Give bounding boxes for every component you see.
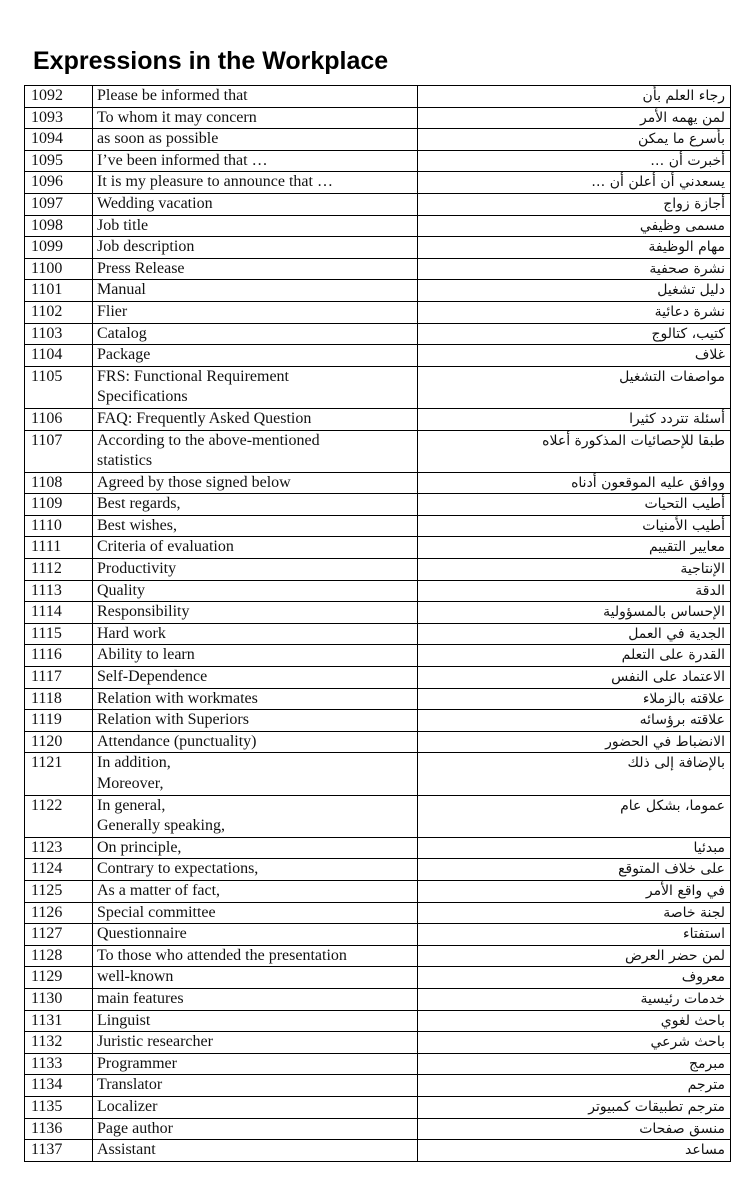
english-expression-line: well-known [97,968,174,986]
english-expression-line: According to the above-mentioned [97,431,320,449]
table-row [25,710,731,732]
entry-number: 1124 [25,859,93,881]
arabic-translation: لمن حضر العرض [418,945,731,967]
english-expression [93,345,418,367]
entry-number: 1119 [25,710,93,732]
english-expression-line: Juristic researcher [97,1033,213,1051]
english-expression-line: Linguist [97,1011,151,1029]
table-row [25,688,731,710]
table-row [25,1140,731,1162]
arabic-translation: مهام الوظيفة [418,237,731,259]
arabic-translation: الجدية في العمل [418,623,731,645]
english-expression-line: Best wishes, [97,516,177,534]
english-expression-line: Moreover, [97,775,164,792]
english-expression-line: Special committee [97,903,216,921]
arabic-translation: يسعدني أن أعلن أن … [418,172,731,194]
entry-number: 1116 [25,645,93,667]
table-row [25,667,731,689]
entry-number: 1111 [25,537,93,559]
table-row [25,345,731,367]
arabic-translation: على خلاف المتوقع [418,859,731,881]
entry-number: 1095 [25,150,93,172]
english-expression [93,753,418,795]
english-expression-line: Questionnaire [97,925,187,943]
arabic-translation: عموما، بشكل عام [418,795,731,837]
arabic-translation: كتيب، كتالوج [418,323,731,345]
entry-number: 1131 [25,1010,93,1032]
english-expression [93,902,418,924]
arabic-translation: مواصفات التشغيل [418,366,731,408]
arabic-translation: علاقته بالزملاء [418,688,731,710]
english-expression-line: Ability to learn [97,646,195,664]
table-row [25,150,731,172]
table-row [25,645,731,667]
entry-number: 1133 [25,1053,93,1075]
entry-number: 1121 [25,753,93,795]
table-row [25,172,731,194]
english-expression [93,215,418,237]
arabic-translation: خدمات رئيسية [418,988,731,1010]
vocabulary-table-body [25,86,731,1162]
english-expression-line: Relation with Superiors [97,711,249,729]
entry-number: 1102 [25,301,93,323]
english-expression-line: Page author [97,1119,173,1137]
table-row [25,559,731,581]
english-expression-line: as soon as possible [97,130,219,148]
arabic-translation: مبدئيا [418,837,731,859]
english-expression [93,1032,418,1054]
english-expression [93,472,418,494]
entry-number: 1113 [25,580,93,602]
english-expression-line: Press Release [97,259,185,277]
vocabulary-table [24,85,731,1162]
english-expression-line: Flier [97,302,128,320]
english-expression-line: Quality [97,581,145,599]
entry-number: 1126 [25,902,93,924]
english-expression-line: Assistant [97,1141,156,1159]
arabic-translation: باحث لغوي [418,1010,731,1032]
english-expression [93,559,418,581]
english-expression [93,86,418,108]
arabic-translation: أسئلة تتردد كثيرا [418,408,731,430]
english-expression [93,623,418,645]
arabic-translation: لجنة خاصة [418,902,731,924]
arabic-translation: في واقع الأمر [418,880,731,902]
entry-number: 1112 [25,559,93,581]
entry-number: 1093 [25,107,93,129]
english-expression [93,1010,418,1032]
english-expression [93,859,418,881]
table-row [25,258,731,280]
english-expression-line: On principle, [97,838,182,856]
english-expression-line: Responsibility [97,603,190,621]
entry-number: 1092 [25,86,93,108]
english-expression [93,408,418,430]
entry-number: 1122 [25,795,93,837]
entry-number: 1096 [25,172,93,194]
english-expression-line: As a matter of fact, [97,881,221,899]
arabic-translation: علاقته برؤسائه [418,710,731,732]
arabic-translation: ووافق عليه الموقعون أدناه [418,472,731,494]
english-expression [93,645,418,667]
english-expression-line: Best regards, [97,495,181,513]
english-expression-line: Relation with workmates [97,689,258,707]
english-expression-line: FAQ: Frequently Asked Question [97,409,312,427]
english-expression-line: Hard work [97,624,166,642]
english-expression-line: Please be informed that [97,87,248,104]
table-row [25,472,731,494]
entry-number: 1110 [25,515,93,537]
entry-number: 1100 [25,258,93,280]
table-row [25,430,731,472]
arabic-translation: طبقا للإحصائيات المذكورة أعلاه [418,430,731,472]
english-expression [93,129,418,151]
english-expression [93,172,418,194]
table-row [25,215,731,237]
arabic-translation: مساعد [418,1140,731,1162]
table-row [25,1118,731,1140]
arabic-translation: أطيب التحيات [418,494,731,516]
arabic-translation: غلاف [418,345,731,367]
english-expression-line: Translator [97,1076,163,1094]
table-row [25,323,731,345]
arabic-translation: مسمى وظيفي [418,215,731,237]
entry-number: 1129 [25,967,93,989]
arabic-translation: الاعتماد على النفس [418,667,731,689]
table-row [25,129,731,151]
entry-number: 1125 [25,880,93,902]
english-expression-line: Attendance (punctuality) [97,732,257,750]
table-row [25,988,731,1010]
english-expression [93,237,418,259]
page-title: Expressions in the Workplace [33,47,389,75]
arabic-translation: معروف [418,967,731,989]
table-row [25,408,731,430]
arabic-translation: مبرمج [418,1053,731,1075]
english-expression [93,710,418,732]
english-expression [93,837,418,859]
english-expression-line: Specifications [97,388,188,406]
arabic-translation: مترجم [418,1075,731,1097]
arabic-translation: أجازة زواج [418,193,731,215]
english-expression [93,1075,418,1097]
table-row [25,859,731,881]
arabic-translation: باحث شرعي [418,1032,731,1054]
english-expression-line: main features [97,989,184,1007]
table-row [25,515,731,537]
entry-number: 1101 [25,280,93,302]
english-expression [93,945,418,967]
table-row [25,1075,731,1097]
english-expression [93,323,418,345]
table-row [25,1032,731,1054]
table-row [25,86,731,108]
english-expression [93,967,418,989]
english-expression [93,1118,418,1140]
english-expression-line: Localizer [97,1097,158,1115]
english-expression-line: Self-Dependence [97,668,208,686]
table-row [25,193,731,215]
arabic-translation: نشرة دعائية [418,301,731,323]
entry-number: 1137 [25,1140,93,1162]
entry-number: 1099 [25,237,93,259]
entry-number: 1120 [25,731,93,753]
arabic-translation: استفتاء [418,924,731,946]
table-row [25,945,731,967]
english-expression-line: To whom it may concern [97,108,257,126]
arabic-translation: أخبرت أن … [418,150,731,172]
table-row [25,837,731,859]
table-row [25,602,731,624]
table-row [25,623,731,645]
english-expression [93,795,418,837]
english-expression-line: Catalog [97,324,147,342]
english-expression [93,193,418,215]
entry-number: 1132 [25,1032,93,1054]
table-row [25,580,731,602]
arabic-translation: القدرة على التعلم [418,645,731,667]
table-row [25,280,731,302]
english-expression-line: Manual [97,281,146,299]
table-row [25,1053,731,1075]
table-row [25,107,731,129]
arabic-translation: نشرة صحفية [418,258,731,280]
english-expression-line: Job description [97,238,195,256]
arabic-translation: الانضباط في الحضور [418,731,731,753]
english-expression [93,988,418,1010]
arabic-translation: لمن يهمه الأمر [418,107,731,129]
english-expression-line: FRS: Functional Requirement [97,367,289,385]
english-expression-line: Productivity [97,560,177,578]
entry-number: 1108 [25,472,93,494]
arabic-translation: بأسرع ما يمكن [418,129,731,151]
table-row [25,924,731,946]
english-expression [93,430,418,472]
english-expression [93,602,418,624]
english-expression [93,537,418,559]
arabic-translation: الدقة [418,580,731,602]
arabic-translation: مترجم تطبيقات كمبيوتر [418,1096,731,1118]
table-row [25,753,731,795]
english-expression [93,731,418,753]
table-row [25,902,731,924]
entry-number: 1134 [25,1075,93,1097]
english-expression [93,280,418,302]
english-expression-line: Wedding vacation [97,194,213,212]
entry-number: 1128 [25,945,93,967]
table-row [25,1096,731,1118]
entry-number: 1098 [25,215,93,237]
english-expression [93,880,418,902]
arabic-translation: الإحساس بالمسؤولية [418,602,731,624]
entry-number: 1105 [25,366,93,408]
english-expression [93,150,418,172]
entry-number: 1123 [25,837,93,859]
english-expression-line: Agreed by those signed below [97,473,291,491]
entry-number: 1114 [25,602,93,624]
entry-number: 1103 [25,323,93,345]
table-row [25,967,731,989]
table-row [25,880,731,902]
entry-number: 1127 [25,924,93,946]
entry-number: 1104 [25,345,93,367]
english-expression [93,515,418,537]
arabic-translation: دليل تشغيل [418,280,731,302]
entry-number: 1130 [25,988,93,1010]
table-row [25,537,731,559]
english-expression-line: To those who attended the presentation [97,946,347,964]
table-row [25,366,731,408]
entry-number: 1117 [25,667,93,689]
english-expression [93,258,418,280]
english-expression [93,667,418,689]
table-row [25,301,731,323]
english-expression [93,107,418,129]
english-expression [93,494,418,516]
english-expression [93,1140,418,1162]
english-expression-line: Generally speaking, [97,817,225,835]
english-expression-line: In general, [97,796,166,814]
table-row [25,1010,731,1032]
english-expression-line: Package [97,346,151,364]
english-expression-line: In addition, [97,754,171,772]
arabic-translation: رجاء العلم بأن [418,86,731,108]
table-row [25,494,731,516]
english-expression [93,301,418,323]
english-expression-line: It is my pleasure to announce that … [97,173,333,191]
english-expression-line: Programmer [97,1054,177,1072]
table-row [25,237,731,259]
entry-number: 1106 [25,408,93,430]
arabic-translation: بالإضافة إلى ذلك [418,753,731,795]
english-expression [93,366,418,408]
english-expression [93,1053,418,1075]
entry-number: 1094 [25,129,93,151]
table-row [25,795,731,837]
table-row [25,731,731,753]
arabic-translation: منسق صفحات [418,1118,731,1140]
english-expression-line: Criteria of evaluation [97,538,234,556]
entry-number: 1109 [25,494,93,516]
english-expression-line: statistics [97,452,153,470]
english-expression [93,924,418,946]
entry-number: 1115 [25,623,93,645]
english-expression [93,688,418,710]
arabic-translation: معايير التقييم [418,537,731,559]
entry-number: 1118 [25,688,93,710]
entry-number: 1107 [25,430,93,472]
english-expression-line: I’ve been informed that … [97,151,268,169]
english-expression [93,1096,418,1118]
entry-number: 1097 [25,193,93,215]
english-expression [93,580,418,602]
entry-number: 1135 [25,1096,93,1118]
english-expression-line: Job title [97,216,149,234]
arabic-translation: أطيب الأمنيات [418,515,731,537]
english-expression-line: Contrary to expectations, [97,860,259,878]
arabic-translation: الإنتاجية [418,559,731,581]
entry-number: 1136 [25,1118,93,1140]
